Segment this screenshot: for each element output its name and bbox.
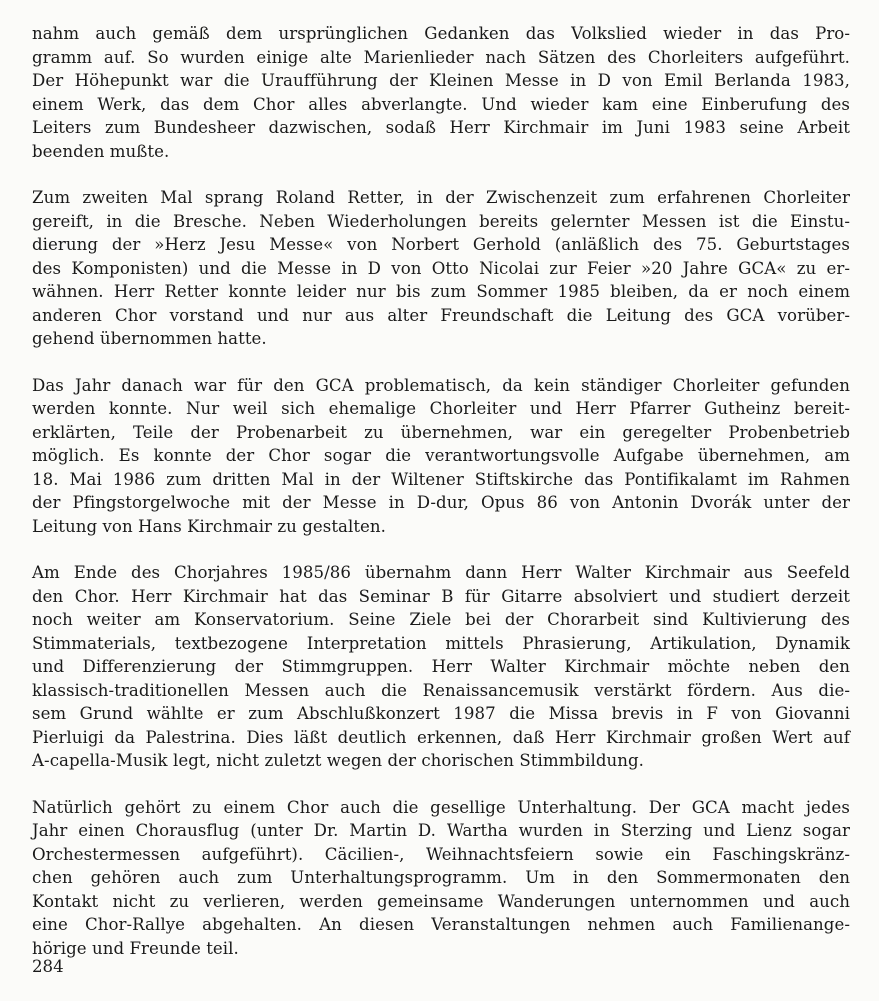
text-line: 18. Mai 1986 zum dritten Mal in der Wiltener Stiftskirche das Pontifikalamt im Rahmen [32,469,850,489]
text-line: noch weiter am Konservatorium. Seine Ziele bei der Chorarbeit sind Kultivierung des [32,610,850,629]
text-line: eine Chor-Rallye abgehalten. An diesen Veranstaltungen nehmen auch Familienange- [32,915,850,934]
text-line: gereift, in die Bresche. Neben Wiederholungen bereits gelernter Messen ist die Einstu- [32,211,850,231]
text-line: sem Grund wählte er zum Abschlußkonzert 1987 die Missa brevis in F von Giovanni [32,704,850,723]
text-line: und Differenzierung der Stimmgruppen. Herr Walter Kirchmair möchte neben den [32,657,850,676]
text-line: nahm auch gemäß dem ursprünglichen Gedanken das Volkslied wieder in das Pro- [32,24,850,43]
text-line: klassisch-traditionellen Messen auch die Renaissancemusik verstärkt fördern. Aus die- [32,680,850,700]
paragraph-5 [32,796,850,961]
text-line: des Komponisten) und die Messe in D von Otto Nicolai zur Feier »20 Jahre GCA« zu er- [32,258,850,278]
text-line: dierung der »Herz Jesu Messe« von Norbert Gerhold (anläßlich des 75. Geburtstages [32,235,850,254]
text-line: erklärten, Teile der Probenarbeit zu übernehmen, war ein geregelter Probenbetrieb [32,422,850,442]
text-line: Am Ende des Chorjahres 1985/86 übernahm dann Herr Walter Kirchmair aus Seefeld [32,563,850,582]
text-line: Leitung von Hans Kirchmair zu gestalten. [32,516,386,536]
text-line: einem Werk, das dem Chor alles abverlangte. Und wieder kam eine Einberufung des [32,94,850,114]
paragraph-1 [32,22,850,163]
text-line: wähnen. Herr Retter konnte leider nur bis zum Sommer 1985 bleiben, da er noch einem [32,282,850,301]
text-line: der Pfingstorgelwoche mit der Messe in D-dur, Opus 86 von Antonin Dvorák unter der [32,493,850,512]
text-line: A-capella-Musik legt, nicht zuletzt wegen der chorischen Stimmbildung. [32,751,644,770]
paragraph-2 [32,186,850,351]
paragraph-4 [32,561,850,773]
text-line: Pierluigi da Palestrina. Dies läßt deutlich erkennen, daß Herr Kirchmair großen Wert auf [32,727,850,747]
text-line: Jahr einen Chorausflug (unter Dr. Martin D. Wartha wurden in Sterzing und Lienz sogar [32,821,850,840]
page-body [32,22,850,983]
text-line: Leiters zum Bundesheer dazwischen, sodaß Herr Kirchmair im Juni 1983 seine Arbeit [32,118,850,137]
text-line: gehend übernommen hatte. [32,329,267,348]
text-line: Stimmaterials, textbezogene Interpretation mittels Phrasierung, Artikulation, Dynamik [32,633,850,653]
text-line: Kontakt nicht zu verlieren, werden gemeinsame Wanderungen unternommen und auch [32,891,850,911]
paragraph-3 [32,374,850,539]
text-line: Natürlich gehört zu einem Chor auch die gesellige Unterhaltung. Der GCA macht jedes [32,797,850,817]
page-number: 284 [32,957,64,976]
text-line: möglich. Es konnte der Chor sogar die verantwortungsvolle Aufgabe übernehmen, am [32,446,850,465]
text-line: beenden mußte. [32,141,170,161]
text-line: Der Höhepunkt war die Uraufführung der Kleinen Messe in D von Emil Berlanda 1983, [32,71,850,90]
text-line: chen gehören auch zum Unterhaltungsprogramm. Um in den Sommermonaten den [32,868,850,887]
text-line: Das Jahr danach war für den GCA problematisch, da kein ständiger Chorleiter gefunden [32,375,850,395]
text-line: hörige und Freunde teil. [32,938,239,958]
text-line: anderen Chor vorstand und nur aus alter Freundschaft die Leitung des GCA vorüber- [32,305,850,325]
text-line: den Chor. Herr Kirchmair hat das Seminar B für Gitarre absolviert und studiert derzeit [32,586,850,606]
text-line: gramm auf. So wurden einige alte Marienlieder nach Sätzen des Chorleiters aufgeführt. [32,47,850,67]
text-line: Orchestermessen aufgeführt). Cäcilien-, Weihnachtsfeiern sowie ein Faschingskränz- [32,844,850,864]
text-line: Zum zweiten Mal sprang Roland Retter, in der Zwischenzeit zum erfahrenen Chorleiter [32,188,850,207]
text-line: werden konnte. Nur weil sich ehemalige Chorleiter und Herr Pfarrer Gutheinz bereit- [32,399,850,418]
